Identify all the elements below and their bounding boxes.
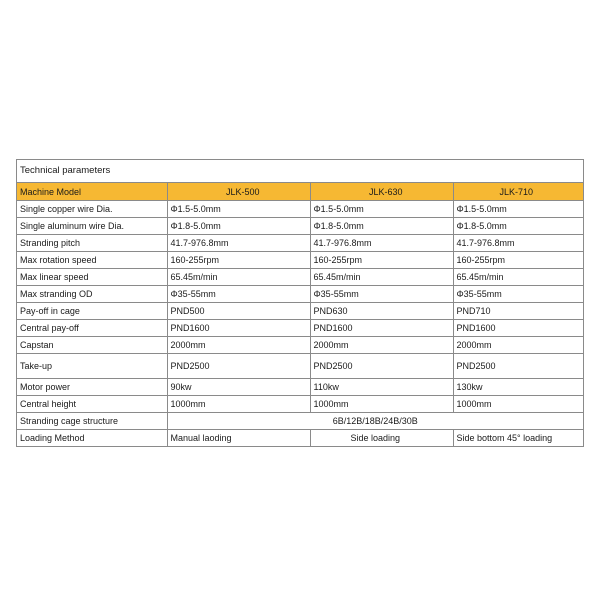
row-value: 110kw	[310, 379, 453, 396]
row-value: PND630	[310, 303, 453, 320]
row-value: Side bottom 45° loading	[453, 430, 583, 447]
row-label: Stranding cage structure	[17, 413, 167, 430]
row-value: 41.7-976.8mm	[310, 235, 453, 252]
document-title: Technical parameters	[17, 160, 583, 183]
table-row	[17, 235, 583, 252]
row-label: Max stranding OD	[17, 286, 167, 303]
table-row	[17, 396, 583, 413]
row-value: PND1600	[310, 320, 453, 337]
row-value: PND2500	[310, 354, 453, 379]
row-value: PND710	[453, 303, 583, 320]
technical-parameters-document	[16, 159, 584, 447]
row-value: 2000mm	[167, 337, 310, 354]
table-row	[17, 430, 583, 447]
table-row	[17, 320, 583, 337]
row-value: 1000mm	[453, 396, 583, 413]
row-label: Single copper wire Dia.	[17, 201, 167, 218]
merged-value: 6B/12B/18B/24B/30B	[167, 413, 583, 430]
row-value: 90kw	[167, 379, 310, 396]
row-value: 65.45m/min	[453, 269, 583, 286]
row-value: PND500	[167, 303, 310, 320]
row-value: 160-255rpm	[310, 252, 453, 269]
row-value: Φ35-55mm	[167, 286, 310, 303]
row-value: 41.7-976.8mm	[453, 235, 583, 252]
table-row	[17, 218, 583, 235]
row-value: Φ1.8-5.0mm	[310, 218, 453, 235]
spec-table	[17, 183, 583, 446]
row-value: Φ1.5-5.0mm	[453, 201, 583, 218]
row-value: 160-255rpm	[167, 252, 310, 269]
row-label: Central height	[17, 396, 167, 413]
row-value: 2000mm	[310, 337, 453, 354]
table-header-row	[17, 183, 583, 201]
row-label: Max linear speed	[17, 269, 167, 286]
table-row	[17, 252, 583, 269]
header-model-jlk-630: JLK-630	[310, 183, 453, 201]
row-value: Φ35-55mm	[310, 286, 453, 303]
row-value: 2000mm	[453, 337, 583, 354]
row-label: Max rotation speed	[17, 252, 167, 269]
row-value: 1000mm	[167, 396, 310, 413]
header-label-cell: Machine Model	[17, 183, 167, 201]
row-value: 1000mm	[310, 396, 453, 413]
table-row	[17, 354, 583, 379]
table-row	[17, 201, 583, 218]
row-value: 41.7-976.8mm	[167, 235, 310, 252]
row-label: Take-up	[17, 354, 167, 379]
row-label: Single aluminum wire Dia.	[17, 218, 167, 235]
table-row	[17, 286, 583, 303]
row-value: Φ35-55mm	[453, 286, 583, 303]
row-label: Stranding pitch	[17, 235, 167, 252]
row-value: PND1600	[453, 320, 583, 337]
table-row	[17, 303, 583, 320]
row-value: Side loading	[310, 430, 453, 447]
table-row	[17, 269, 583, 286]
row-label: Motor power	[17, 379, 167, 396]
row-value: 65.45m/min	[310, 269, 453, 286]
row-value: Φ1.5-5.0mm	[310, 201, 453, 218]
row-value: 160-255rpm	[453, 252, 583, 269]
header-model-jlk-710: JLK-710	[453, 183, 583, 201]
table-row	[17, 379, 583, 396]
row-label: Loading Method	[17, 430, 167, 447]
row-value: Manual laoding	[167, 430, 310, 447]
row-value: PND1600	[167, 320, 310, 337]
row-value: PND2500	[167, 354, 310, 379]
row-value: PND2500	[453, 354, 583, 379]
row-value: Φ1.5-5.0mm	[167, 201, 310, 218]
row-label: Pay-off in cage	[17, 303, 167, 320]
row-label: Capstan	[17, 337, 167, 354]
row-value: 130kw	[453, 379, 583, 396]
table-row-merged	[17, 413, 583, 430]
row-value: Φ1.8-5.0mm	[453, 218, 583, 235]
row-value: 65.45m/min	[167, 269, 310, 286]
header-model-jlk-500: JLK-500	[167, 183, 310, 201]
row-value: Φ1.8-5.0mm	[167, 218, 310, 235]
table-row	[17, 337, 583, 354]
row-label: Central pay-off	[17, 320, 167, 337]
